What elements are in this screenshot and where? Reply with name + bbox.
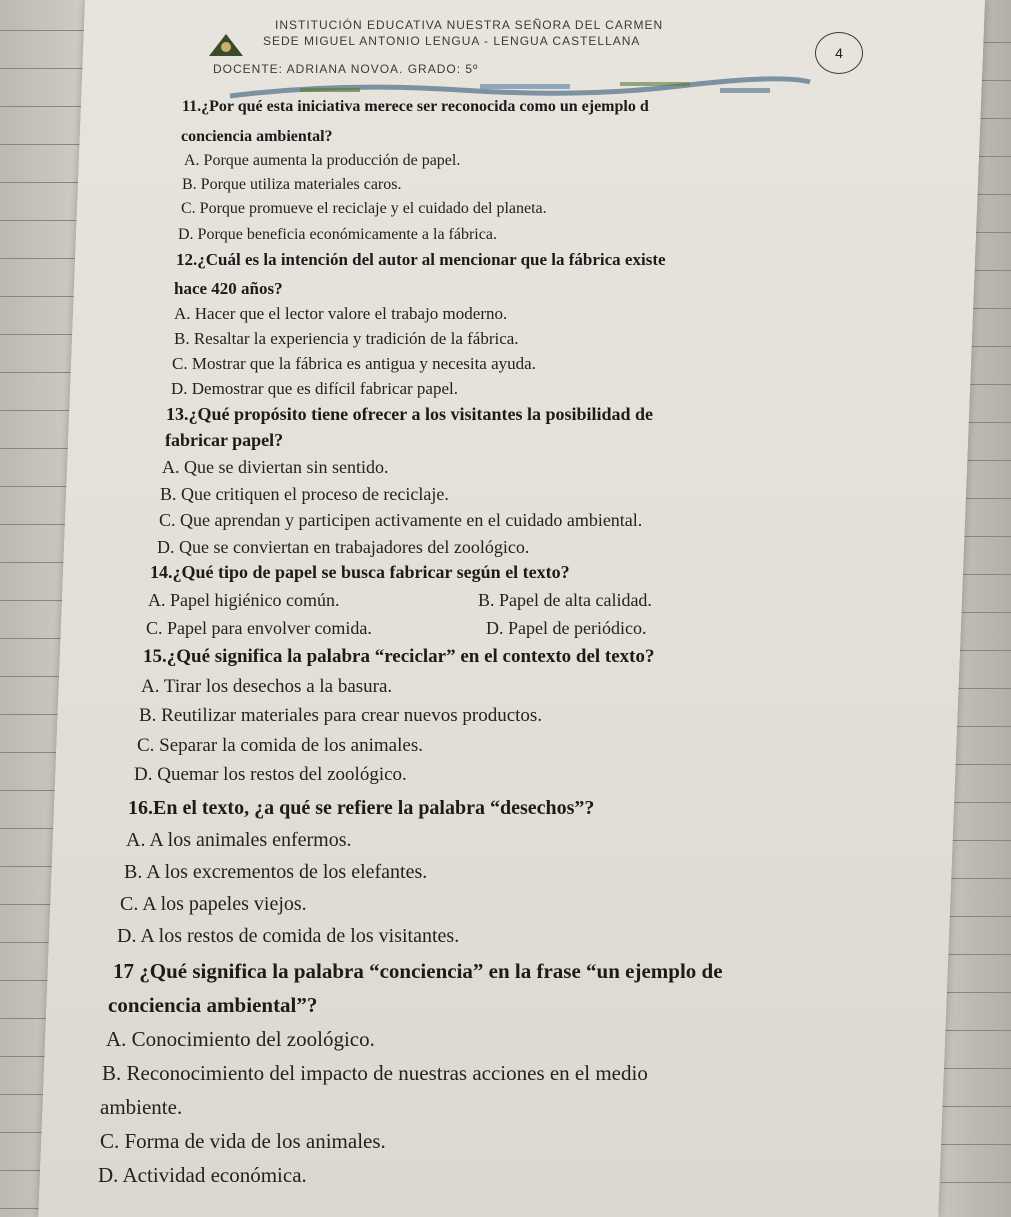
question-17-option-c: C. Forma de vida de los animales. (100, 1129, 386, 1153)
question-17-option-b-line-1: B. Reconocimiento del impacto de nuestras acciones en el medio (102, 1061, 648, 1085)
question-12-option-c: C. Mostrar que la fábrica es antigua y necesita ayuda. (172, 354, 536, 373)
question-12-line-2: hace 420 años? (174, 279, 283, 298)
question-13-line-1: 13.¿Qué propósito tiene ofrecer a los visitantes la posibilidad de (166, 404, 654, 424)
teacher-grade: DOCENTE: ADRIANA NOVOA. GRADO: 5º (213, 62, 479, 76)
institution-name: INSTITUCIÓN EDUCATIVA NUESTRA SEÑORA DEL CARMEN (275, 18, 664, 32)
question-13-option-d: D. Que se conviertan en trabajadores del zoológico. (157, 537, 530, 557)
question-17-option-a: A. Conocimiento del zoológico. (106, 1027, 375, 1051)
question-13-option-a: A. Que se diviertan sin sentido. (162, 457, 389, 477)
school-logo-icon (205, 30, 247, 60)
question-13-option-b: B. Que critiquen el proceso de reciclaje. (160, 484, 449, 504)
question-14-option-c: C. Papel para envolver comida. (146, 618, 372, 638)
question-17-line-2: conciencia ambiental”? (108, 993, 318, 1017)
question-14-option-a: A. Papel higiénico común. (148, 590, 340, 610)
question-11-option-c: C. Porque promueve el reciclaje y el cuidado del planeta. (181, 200, 547, 217)
question-14-option-b: B. Papel de alta calidad. (478, 590, 652, 610)
question-12-option-d: D. Demostrar que es difícil fabricar papel. (171, 379, 458, 398)
question-11-option-b: B. Porque utiliza materiales caros. (182, 176, 402, 193)
question-17-option-b-line-2: ambiente. (100, 1095, 183, 1119)
question-11-line-1: 11.¿Por qué esta iniciativa merece ser reconocida como un ejemplo d (182, 98, 649, 115)
question-17-option-d: D. Actividad económica. (98, 1163, 307, 1187)
question-15-option-d: D. Quemar los restos del zoológico. (134, 764, 407, 785)
question-13-line-2: fabricar papel? (165, 430, 284, 450)
question-15: 15.¿Qué significa la palabra “reciclar” en el contexto del texto? (143, 646, 655, 667)
question-16-option-b: B. A los excrementos de los elefantes. (124, 861, 428, 883)
question-12-option-b: B. Resaltar la experiencia y tradición de la fábrica. (174, 329, 519, 348)
question-16-option-c: C. A los papeles viejos. (120, 893, 307, 915)
question-12-option-a: A. Hacer que el lector valore el trabajo moderno. (174, 304, 508, 323)
question-15-option-a: A. Tirar los desechos a la basura. (141, 676, 393, 697)
question-14-option-d: D. Papel de periódico. (486, 618, 647, 638)
question-12-line-1: 12.¿Cuál es la intención del autor al mencionar que la fábrica existe (176, 250, 666, 269)
question-17-line-1: 17 ¿Qué significa la palabra “conciencia” en la frase “un ejemplo de (113, 959, 723, 983)
question-14: 14.¿Qué tipo de papel se busca fabricar según el texto? (150, 562, 570, 582)
question-16: 16.En el texto, ¿a qué se refiere la palabra “desechos”? (128, 797, 595, 819)
question-13-option-c: C. Que aprendan y participen activamente en el cuidado ambiental. (159, 510, 643, 530)
question-11-option-d: D. Porque beneficia económicamente a la fábrica. (178, 226, 497, 243)
sede-subject: SEDE MIGUEL ANTONIO LENGUA - LENGUA CASTELLANA (263, 34, 641, 48)
question-15-option-b: B. Reutilizar materiales para crear nuevos productos. (139, 705, 543, 726)
question-11-option-a: A. Porque aumenta la producción de papel. (184, 152, 461, 169)
question-16-option-d: D. A los restos de comida de los visitantes. (117, 925, 460, 947)
question-16-option-a: A. A los animales enfermos. (126, 829, 352, 851)
grade-mark: 4 (815, 32, 863, 74)
question-15-option-c: C. Separar la comida de los animales. (137, 735, 423, 756)
question-11-line-2: conciencia ambiental? (181, 128, 333, 145)
